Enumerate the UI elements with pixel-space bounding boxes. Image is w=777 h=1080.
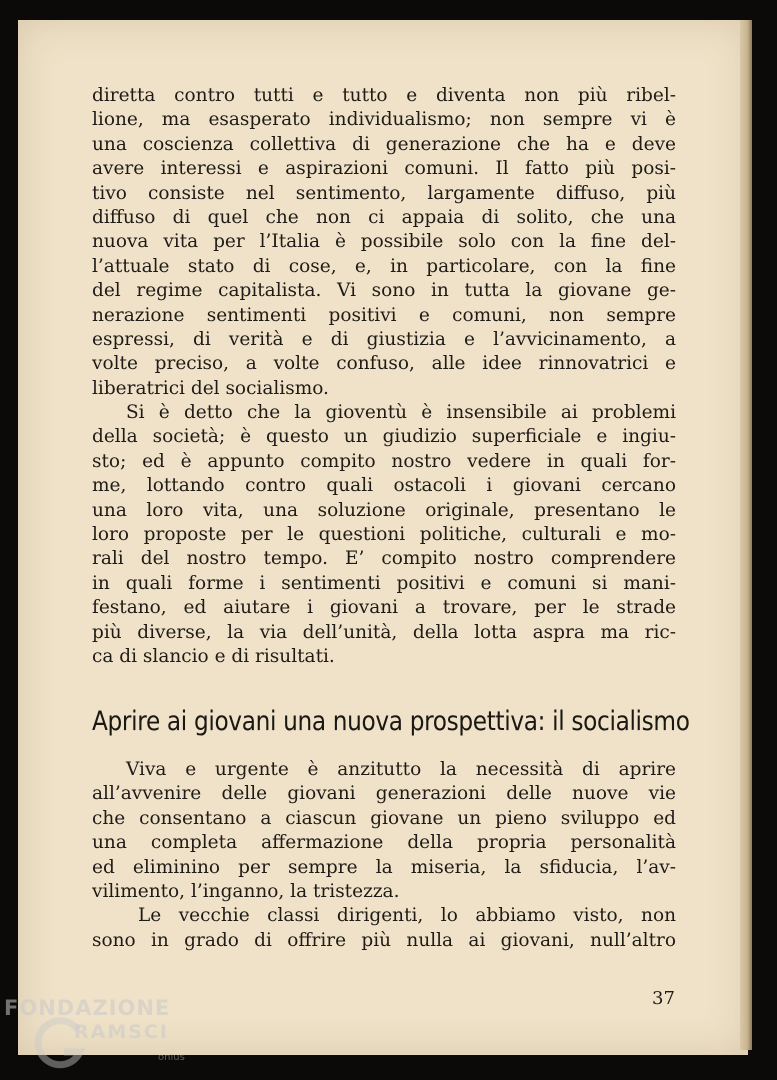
text-line: una loro vita, una soluzione originale, presentano le [92,499,676,521]
foundation-watermark [0,990,200,1080]
body-text-upper [92,84,676,669]
text-line: lione, ma esasperato individualismo; non sempre vi è [92,109,676,131]
text-line: rali del nostro tempo. E’ compito nostro comprendere [92,548,676,570]
text-line: sto; ed è appunto compito nostro vedere in quali for- [92,450,676,472]
text-line: ed eliminino per sempre la miseria, la sfiducia, l’av- [92,856,676,878]
text-line: l’attuale stato di cose, e, in particolare, con la fine [92,255,676,277]
body-text-lower [92,758,676,953]
text-line: me, lottando contro quali ostacoli i giovani cercano [92,475,676,497]
text-line: nuova vita per l’Italia è possibile solo con la fine del- [92,231,676,253]
page-number: 37 [652,988,675,1009]
text-line: liberatrici del socialismo. [92,377,329,399]
text-line: all’avvenire delle giovani generazioni delle nuove vie [92,783,676,805]
text-line: festano, ed aiutare i giovani a trovare, per le strade [92,597,676,619]
text-line: del regime capitalista. Vi sono in tutta la giovane ge- [92,280,676,302]
text-line: della società; è questo un giudizio superficiale e ingiu- [92,426,676,448]
text-line: in quali forme i sentimenti positivi e comuni si mani- [92,572,676,594]
text-line: sono in grado di offrire più nulla ai giovani, null’altro [92,929,676,951]
section-heading: Aprire ai giovani una nuova prospettiva: il socialismo [92,706,690,737]
text-line: più diverse, la via dell’unità, della lotta aspra ma ric- [92,621,676,643]
text-line: una completa affermazione della propria personalità [92,832,676,854]
text-line: Viva e urgente è anzitutto la necessità di aprire [126,759,676,780]
text-line: Le vecchie classi dirigenti, lo abbiamo visto, non [138,905,676,927]
text-line: vilimento, l’inganno, la tristezza. [92,880,400,902]
watermark-suffix: onlus [158,1052,185,1063]
text-line: una coscienza collettiva di generazione che ha e deve [92,133,676,155]
text-line: volte preciso, a volte confuso, alle idee rinnovatrici e [92,353,676,375]
text-line: diretta contro tutti e tutto e diventa non più ribel- [92,85,676,106]
text-line: ca di slancio e di risultati. [92,645,335,667]
text-line: tivo consiste nel sentimento, largamente diffuso, più [92,182,676,204]
text-line: diffuso di quel che non ci appaia di solito, che una [92,206,676,228]
text-line: che consentano a ciascun giovane un pieno sviluppo ed [92,807,676,829]
text-line: loro proposte per le questioni politiche, culturali e mo- [92,524,676,546]
text-line: avere interessi e aspirazioni comuni. Il fatto più posi- [92,158,676,180]
page-edge [740,20,752,1050]
text-line: nerazione sentimenti positivi e comuni, non sempre [92,304,676,326]
text-line: espressi, di verità e di giustizia e l’avvicinamento, a [92,328,676,350]
watermark-name: FONDAZIONE [4,996,171,1020]
watermark-name-second: RAMSCI [74,1021,169,1043]
text-line: Si è detto che la gioventù è insensibile ai problemi [126,402,676,424]
